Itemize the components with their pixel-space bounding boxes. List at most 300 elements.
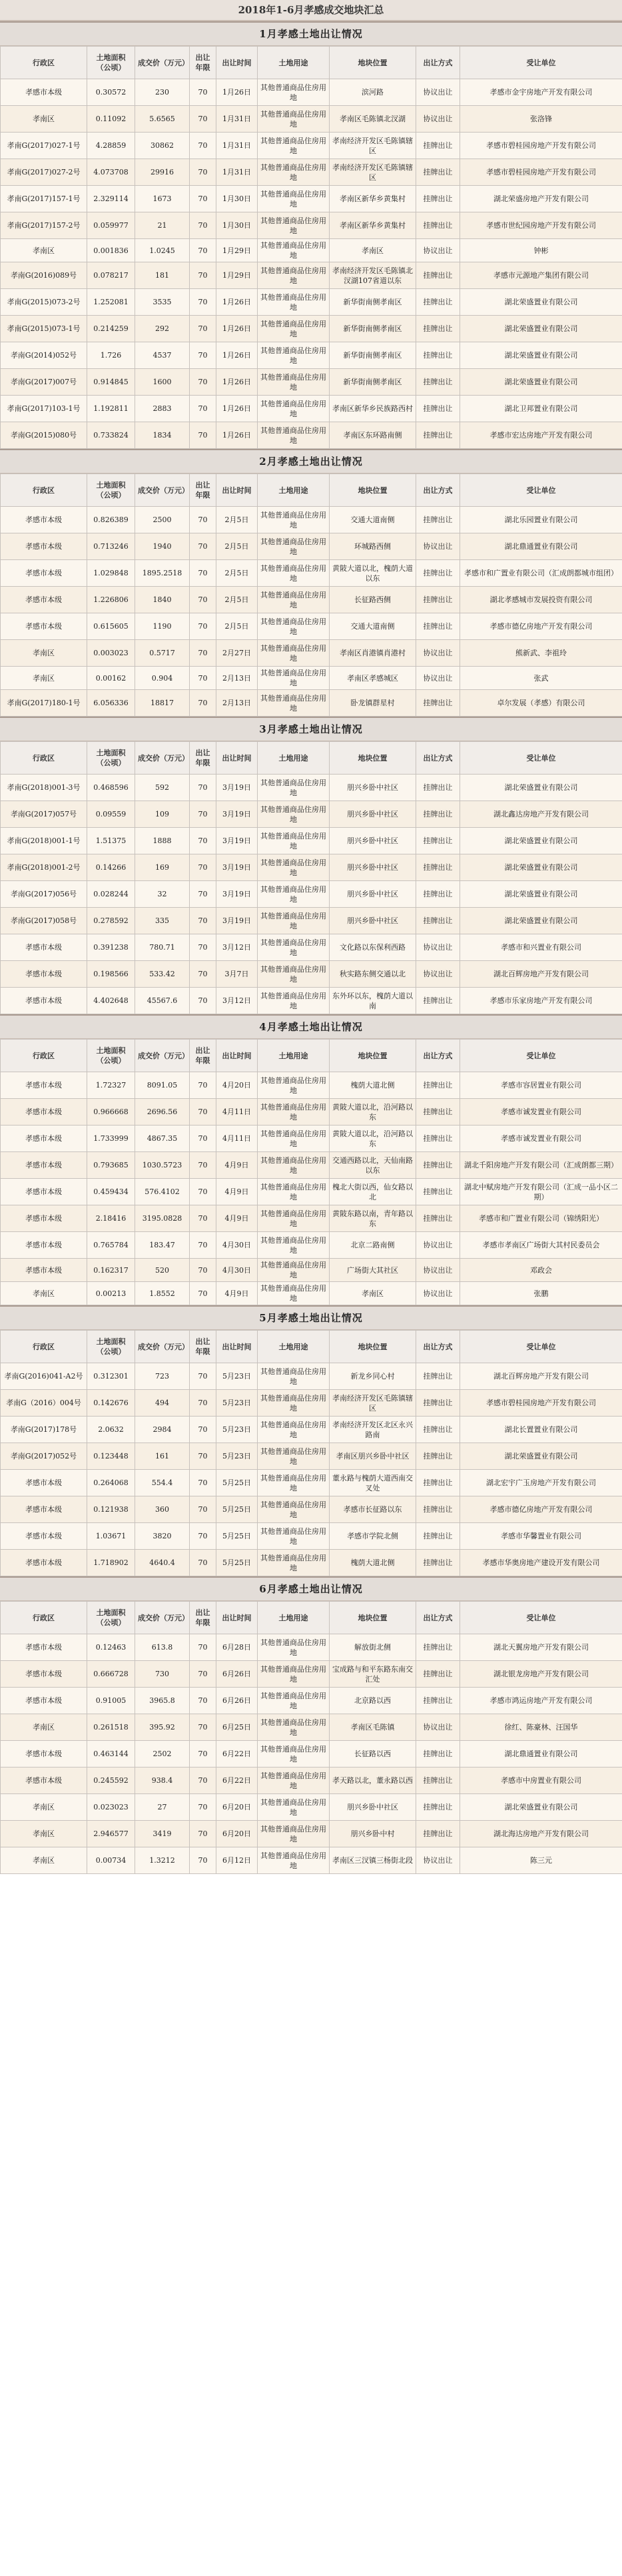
column-header-method: 出让方式 (416, 474, 460, 507)
cell-price: 576.4102 (135, 1179, 190, 1205)
cell-buyer: 湖北荣盛置业有限公司 (460, 289, 622, 316)
cell-area: 0.121938 (87, 1496, 135, 1523)
cell-method: 协议出让 (416, 1847, 460, 1874)
cell-location: 东外环以东，槐荫大道以南 (330, 988, 416, 1014)
table-row (1, 1847, 622, 1874)
cell-years: 70 (190, 1363, 216, 1390)
cell-years: 70 (190, 1282, 216, 1305)
cell-area: 2.18416 (87, 1205, 135, 1232)
cell-method: 挂牌出让 (416, 1152, 460, 1179)
cell-area: 0.12463 (87, 1634, 135, 1661)
cell-location: 孝南经济开发区毛陈镇北汊湖107省道以东 (330, 262, 416, 289)
cell-area: 1.726 (87, 342, 135, 369)
cell-buyer: 湖北天翼房地产开发有限公司 (460, 1634, 622, 1661)
cell-location: 孝南区肖港镇肖港村 (330, 640, 416, 667)
cell-area: 0.615605 (87, 613, 135, 640)
cell-area: 1.03671 (87, 1523, 135, 1550)
cell-method: 挂牌出让 (416, 613, 460, 640)
cell-district: 孝感市本级 (1, 533, 87, 560)
column-header-method: 出让方式 (416, 1331, 460, 1363)
cell-location: 新华街南侧孝南区 (330, 369, 416, 396)
cell-district: 孝感市本级 (1, 1072, 87, 1099)
cell-area: 4.402648 (87, 988, 135, 1014)
cell-location: 北京二路南侧 (330, 1232, 416, 1259)
cell-district: 孝感市本级 (1, 1470, 87, 1496)
cell-buyer: 湖北鼎通置业有限公司 (460, 533, 622, 560)
cell-district: 孝南G(2017)057号 (1, 801, 87, 828)
cell-date: 2月5日 (216, 613, 258, 640)
cell-usage: 其他普通商品住房用地 (258, 369, 330, 396)
cell-date: 6月26日 (216, 1688, 258, 1714)
cell-method: 挂牌出让 (416, 690, 460, 717)
column-header-usage: 土地用途 (258, 47, 330, 79)
cell-method: 协议出让 (416, 1714, 460, 1741)
cell-buyer: 孝感市德亿房地产开发有限公司 (460, 613, 622, 640)
land-deals-table (0, 1039, 622, 1305)
cell-years: 70 (190, 640, 216, 667)
cell-years: 70 (190, 262, 216, 289)
cell-date: 6月26日 (216, 1661, 258, 1688)
cell-location: 孝天路以北，董永路以西 (330, 1768, 416, 1794)
column-header-location: 地块位置 (330, 474, 416, 507)
column-header-buyer: 受让单位 (460, 1602, 622, 1634)
cell-method: 协议出让 (416, 961, 460, 988)
cell-usage: 其他普通商品住房用地 (258, 1470, 330, 1496)
cell-area: 0.468596 (87, 775, 135, 801)
cell-district: 孝感市本级 (1, 1523, 87, 1550)
cell-method: 挂牌出让 (416, 1794, 460, 1821)
cell-buyer: 湖北海达房地产开发有限公司 (460, 1821, 622, 1847)
cell-area: 0.713246 (87, 533, 135, 560)
cell-location: 孝南经济开发区毛陈镇辖区 (330, 159, 416, 186)
table-row (1, 133, 622, 159)
cell-method: 挂牌出让 (416, 1768, 460, 1794)
cell-price: 494 (135, 1390, 190, 1417)
cell-price: 1940 (135, 533, 190, 560)
cell-buyer: 湖北中赋房地产开发有限公司（汇成一品小区二期） (460, 1179, 622, 1205)
cell-location: 新华街南侧孝南区 (330, 316, 416, 342)
cell-location: 孝南区新华乡民族路西村 (330, 396, 416, 422)
cell-location: 交通大道南侧 (330, 613, 416, 640)
cell-buyer: 陈三元 (460, 1847, 622, 1874)
cell-date: 4月11日 (216, 1126, 258, 1152)
cell-district: 孝感市本级 (1, 961, 87, 988)
cell-area: 1.718902 (87, 1550, 135, 1576)
cell-location: 新华街南侧孝南区 (330, 289, 416, 316)
cell-district: 孝感市本级 (1, 1741, 87, 1768)
cell-years: 70 (190, 854, 216, 881)
cell-location: 朋兴乡卧中社区 (330, 908, 416, 934)
cell-usage: 其他普通商品住房用地 (258, 106, 330, 133)
column-header-usage: 土地用途 (258, 1602, 330, 1634)
column-header-years: 出让年限 (190, 1602, 216, 1634)
cell-location: 朋兴乡卧中社区 (330, 881, 416, 908)
cell-date: 5月25日 (216, 1496, 258, 1523)
cell-usage: 其他普通商品住房用地 (258, 159, 330, 186)
cell-buyer: 湖北鼎通置业有限公司 (460, 1741, 622, 1768)
table-row (1, 396, 622, 422)
table-row (1, 1768, 622, 1794)
cell-price: 3419 (135, 1821, 190, 1847)
cell-date: 6月22日 (216, 1768, 258, 1794)
month-section (0, 717, 622, 1014)
cell-date: 3月19日 (216, 881, 258, 908)
table-row (1, 1794, 622, 1821)
cell-area: 1.51375 (87, 828, 135, 854)
cell-date: 3月19日 (216, 908, 258, 934)
table-row (1, 1496, 622, 1523)
column-header-date: 出让时间 (216, 742, 258, 775)
month-section (0, 1576, 622, 1874)
cell-district: 孝南区 (1, 667, 87, 690)
cell-usage: 其他普通商品住房用地 (258, 828, 330, 854)
cell-district: 孝感市本级 (1, 1179, 87, 1205)
cell-area: 2.0632 (87, 1417, 135, 1443)
cell-area: 6.056336 (87, 690, 135, 717)
cell-location: 槐荫大道北侧 (330, 1550, 416, 1576)
cell-date: 6月20日 (216, 1794, 258, 1821)
column-header-years: 出让年限 (190, 1331, 216, 1363)
cell-location: 孝南区毛陈镇北汊湖 (330, 106, 416, 133)
cell-district: 孝南区 (1, 1714, 87, 1741)
cell-years: 70 (190, 934, 216, 961)
cell-price: 230 (135, 79, 190, 106)
cell-location: 交通大道南侧 (330, 507, 416, 533)
cell-district: 孝南G(2017)180-1号 (1, 690, 87, 717)
cell-district: 孝南区 (1, 1821, 87, 1847)
table-row (1, 212, 622, 239)
cell-method: 挂牌出让 (416, 1390, 460, 1417)
cell-price: 592 (135, 775, 190, 801)
cell-area: 0.826389 (87, 507, 135, 533)
cell-years: 70 (190, 106, 216, 133)
cell-years: 70 (190, 1821, 216, 1847)
cell-usage: 其他普通商品住房用地 (258, 1847, 330, 1874)
cell-area: 0.245592 (87, 1768, 135, 1794)
cell-usage: 其他普通商品住房用地 (258, 560, 330, 587)
table-row (1, 1741, 622, 1768)
cell-district: 孝感市本级 (1, 934, 87, 961)
cell-price: 1030.5723 (135, 1152, 190, 1179)
cell-method: 挂牌出让 (416, 1443, 460, 1470)
cell-price: 730 (135, 1661, 190, 1688)
cell-years: 70 (190, 133, 216, 159)
cell-district: 孝感市本级 (1, 613, 87, 640)
cell-price: 360 (135, 1496, 190, 1523)
column-header-date: 出让时间 (216, 47, 258, 79)
table-row (1, 1205, 622, 1232)
cell-location: 黄陂大道以北，槐荫大道以东 (330, 560, 416, 587)
cell-date: 1月26日 (216, 342, 258, 369)
cell-location: 文化路以东保利西路 (330, 934, 416, 961)
cell-district: 孝南区 (1, 239, 87, 262)
cell-date: 1月31日 (216, 106, 258, 133)
cell-date: 3月7日 (216, 961, 258, 988)
cell-date: 5月25日 (216, 1523, 258, 1550)
cell-location: 孝南区东环路南侧 (330, 422, 416, 449)
cell-area: 0.142676 (87, 1390, 135, 1417)
cell-district: 孝南G(2017)103-1号 (1, 396, 87, 422)
cell-years: 70 (190, 1847, 216, 1874)
column-header-years: 出让年限 (190, 474, 216, 507)
column-header-buyer: 受让单位 (460, 742, 622, 775)
cell-district: 孝南G(2017)058号 (1, 908, 87, 934)
cell-district: 孝南G(2017)052号 (1, 1443, 87, 1470)
table-row (1, 1099, 622, 1126)
section-title: 2月孝感土地出让情况 (0, 449, 622, 474)
table-row (1, 667, 622, 690)
cell-years: 70 (190, 239, 216, 262)
cell-date: 3月12日 (216, 934, 258, 961)
cell-price: 938.4 (135, 1768, 190, 1794)
cell-usage: 其他普通商品住房用地 (258, 908, 330, 934)
cell-price: 2984 (135, 1417, 190, 1443)
cell-buyer: 湖北百辉房地产开发有限公司 (460, 961, 622, 988)
table-row (1, 1688, 622, 1714)
cell-area: 0.914845 (87, 369, 135, 396)
column-header-date: 出让时间 (216, 1331, 258, 1363)
cell-method: 挂牌出让 (416, 1634, 460, 1661)
cell-buyer: 孝感市乐家房地产开发有限公司 (460, 988, 622, 1014)
cell-district: 孝南G(2017)027-2号 (1, 159, 87, 186)
cell-district: 孝南G(2017)007号 (1, 369, 87, 396)
cell-area: 0.966668 (87, 1099, 135, 1126)
cell-date: 1月26日 (216, 289, 258, 316)
cell-buyer: 湖北宏宇广玉房地产开发有限公司 (460, 1470, 622, 1496)
cell-usage: 其他普通商品住房用地 (258, 1363, 330, 1390)
cell-district: 孝南区 (1, 106, 87, 133)
cell-date: 3月19日 (216, 828, 258, 854)
land-deals-table (0, 1330, 622, 1576)
cell-buyer: 湖北荣盛置业有限公司 (460, 828, 622, 854)
cell-date: 1月26日 (216, 396, 258, 422)
cell-location: 朋兴乡卧中社区 (330, 1794, 416, 1821)
cell-district: 孝南G(2017)056号 (1, 881, 87, 908)
cell-location: 孝南经济开发区毛陈镇辖区 (330, 1390, 416, 1417)
cell-years: 70 (190, 507, 216, 533)
month-section (0, 1305, 622, 1576)
column-header-area: 土地面积（公顷） (87, 47, 135, 79)
cell-area: 0.666728 (87, 1661, 135, 1688)
cell-usage: 其他普通商品住房用地 (258, 1232, 330, 1259)
cell-usage: 其他普通商品住房用地 (258, 1072, 330, 1099)
column-header-area: 土地面积（公顷） (87, 1602, 135, 1634)
cell-location: 新华街南侧孝南区 (330, 342, 416, 369)
cell-price: 27 (135, 1794, 190, 1821)
cell-area: 1.72327 (87, 1072, 135, 1099)
cell-area: 0.00734 (87, 1847, 135, 1874)
cell-years: 70 (190, 1741, 216, 1768)
cell-area: 0.459434 (87, 1179, 135, 1205)
cell-usage: 其他普通商品住房用地 (258, 775, 330, 801)
table-row (1, 1634, 622, 1661)
cell-years: 70 (190, 1714, 216, 1741)
cell-area: 0.733824 (87, 422, 135, 449)
cell-method: 挂牌出让 (416, 560, 460, 587)
cell-buyer: 湖北荣盛置业有限公司 (460, 1443, 622, 1470)
cell-area: 4.073708 (87, 159, 135, 186)
cell-usage: 其他普通商品住房用地 (258, 342, 330, 369)
cell-buyer: 孝感市和广置业有限公司（汇成朗都城市组团） (460, 560, 622, 587)
column-header-years: 出让年限 (190, 742, 216, 775)
cell-district: 孝感市本级 (1, 988, 87, 1014)
cell-method: 挂牌出让 (416, 1550, 460, 1576)
cell-usage: 其他普通商品住房用地 (258, 212, 330, 239)
cell-area: 0.001836 (87, 239, 135, 262)
cell-date: 5月25日 (216, 1550, 258, 1576)
cell-price: 395.92 (135, 1714, 190, 1741)
cell-location: 交通西路以北，天仙南路以东 (330, 1152, 416, 1179)
land-deals-table (0, 1601, 622, 1874)
cell-district: 孝感市本级 (1, 1099, 87, 1126)
cell-price: 109 (135, 801, 190, 828)
cell-district: 孝感市本级 (1, 1232, 87, 1259)
cell-usage: 其他普通商品住房用地 (258, 690, 330, 717)
cell-usage: 其他普通商品住房用地 (258, 881, 330, 908)
column-header-district: 行政区 (1, 1602, 87, 1634)
cell-location: 卧龙镇群星村 (330, 690, 416, 717)
cell-method: 协议出让 (416, 533, 460, 560)
cell-years: 70 (190, 342, 216, 369)
cell-method: 挂牌出让 (416, 507, 460, 533)
cell-method: 挂牌出让 (416, 1179, 460, 1205)
cell-method: 挂牌出让 (416, 1072, 460, 1099)
cell-area: 0.278592 (87, 908, 135, 934)
cell-date: 4月20日 (216, 1072, 258, 1099)
cell-method: 挂牌出让 (416, 396, 460, 422)
cell-method: 协议出让 (416, 1259, 460, 1282)
table-row (1, 1072, 622, 1099)
table-row (1, 342, 622, 369)
cell-method: 挂牌出让 (416, 1661, 460, 1688)
cell-method: 挂牌出让 (416, 854, 460, 881)
cell-price: 0.904 (135, 667, 190, 690)
table-row (1, 369, 622, 396)
cell-price: 4640.4 (135, 1550, 190, 1576)
cell-buyer: 湖北荣盛房地产开发有限公司 (460, 186, 622, 212)
cell-years: 70 (190, 828, 216, 854)
cell-method: 协议出让 (416, 1282, 460, 1305)
column-header-district: 行政区 (1, 47, 87, 79)
cell-district: 孝南G(2015)073-2号 (1, 289, 87, 316)
cell-buyer: 湖北千阳房地产开发有限公司（汇成朗都三期） (460, 1152, 622, 1179)
section-title: 5月孝感土地出让情况 (0, 1305, 622, 1330)
table-row (1, 1126, 622, 1152)
column-header-price: 成交价（万元） (135, 474, 190, 507)
cell-area: 0.264068 (87, 1470, 135, 1496)
cell-years: 70 (190, 369, 216, 396)
cell-location: 孝南区新华乡黄集村 (330, 212, 416, 239)
cell-buyer: 孝感市德亿房地产开发有限公司 (460, 1496, 622, 1523)
cell-usage: 其他普通商品住房用地 (258, 667, 330, 690)
cell-usage: 其他普通商品住房用地 (258, 961, 330, 988)
column-header-price: 成交价（万元） (135, 47, 190, 79)
table-row (1, 79, 622, 106)
cell-usage: 其他普通商品住房用地 (258, 1550, 330, 1576)
table-header-row (1, 47, 622, 79)
cell-years: 70 (190, 667, 216, 690)
cell-method: 协议出让 (416, 79, 460, 106)
cell-location: 孝南区 (330, 239, 416, 262)
cell-buyer: 熊新武、李祖玲 (460, 640, 622, 667)
table-row (1, 1417, 622, 1443)
table-header-row (1, 1331, 622, 1363)
cell-usage: 其他普通商品住房用地 (258, 1443, 330, 1470)
cell-location: 长征路西侧 (330, 587, 416, 613)
cell-district: 孝南G(2017)027-1号 (1, 133, 87, 159)
cell-buyer: 孝感市宏达房地产开发有限公司 (460, 422, 622, 449)
cell-usage: 其他普通商品住房用地 (258, 1496, 330, 1523)
cell-district: 孝南区 (1, 1847, 87, 1874)
table-row (1, 1661, 622, 1688)
cell-district: 孝感市本级 (1, 1661, 87, 1688)
cell-date: 6月12日 (216, 1847, 258, 1874)
cell-years: 70 (190, 1768, 216, 1794)
cell-years: 70 (190, 1390, 216, 1417)
cell-location: 秋实路东侧交通以北 (330, 961, 416, 988)
cell-location: 孝南区三汊镇三杨街北段 (330, 1847, 416, 1874)
section-title: 6月孝感土地出让情况 (0, 1576, 622, 1601)
cell-usage: 其他普通商品住房用地 (258, 1741, 330, 1768)
cell-area: 0.00213 (87, 1282, 135, 1305)
table-row (1, 908, 622, 934)
cell-years: 70 (190, 1443, 216, 1470)
cell-area: 0.214259 (87, 316, 135, 342)
cell-date: 1月29日 (216, 262, 258, 289)
cell-buyer: 张武 (460, 667, 622, 690)
cell-location: 孝感市长征路以东 (330, 1496, 416, 1523)
cell-buyer: 徐红、陈豪林、汪国华 (460, 1714, 622, 1741)
cell-district: 孝感市本级 (1, 1152, 87, 1179)
cell-method: 挂牌出让 (416, 212, 460, 239)
cell-buyer: 孝感市碧桂园房地产开发有限公司 (460, 133, 622, 159)
cell-date: 1月30日 (216, 212, 258, 239)
cell-buyer: 孝感市诚发置业有限公司 (460, 1099, 622, 1126)
cell-years: 70 (190, 801, 216, 828)
cell-area: 0.028244 (87, 881, 135, 908)
table-row (1, 854, 622, 881)
cell-district: 孝南G(2017)178号 (1, 1417, 87, 1443)
cell-date: 2月13日 (216, 667, 258, 690)
cell-years: 70 (190, 159, 216, 186)
column-header-location: 地块位置 (330, 1602, 416, 1634)
cell-years: 70 (190, 316, 216, 342)
column-header-method: 出让方式 (416, 1602, 460, 1634)
cell-buyer: 湖北银龙房地产开发有限公司 (460, 1661, 622, 1688)
table-row (1, 640, 622, 667)
cell-date: 2月5日 (216, 587, 258, 613)
cell-location: 孝南区新华乡黄集村 (330, 186, 416, 212)
cell-method: 挂牌出让 (416, 133, 460, 159)
cell-district: 孝南区 (1, 1282, 87, 1305)
cell-date: 1月31日 (216, 133, 258, 159)
table-header-row (1, 742, 622, 775)
cell-district: 孝南G(2018)001-2号 (1, 854, 87, 881)
cell-date: 2月13日 (216, 690, 258, 717)
cell-price: 0.5717 (135, 640, 190, 667)
cell-price: 1834 (135, 422, 190, 449)
cell-price: 30862 (135, 133, 190, 159)
cell-method: 协议出让 (416, 667, 460, 690)
table-row (1, 961, 622, 988)
cell-price: 4537 (135, 342, 190, 369)
cell-date: 3月19日 (216, 775, 258, 801)
cell-method: 挂牌出让 (416, 828, 460, 854)
cell-usage: 其他普通商品住房用地 (258, 422, 330, 449)
table-row (1, 289, 622, 316)
cell-price: 183.47 (135, 1232, 190, 1259)
cell-area: 0.11092 (87, 106, 135, 133)
